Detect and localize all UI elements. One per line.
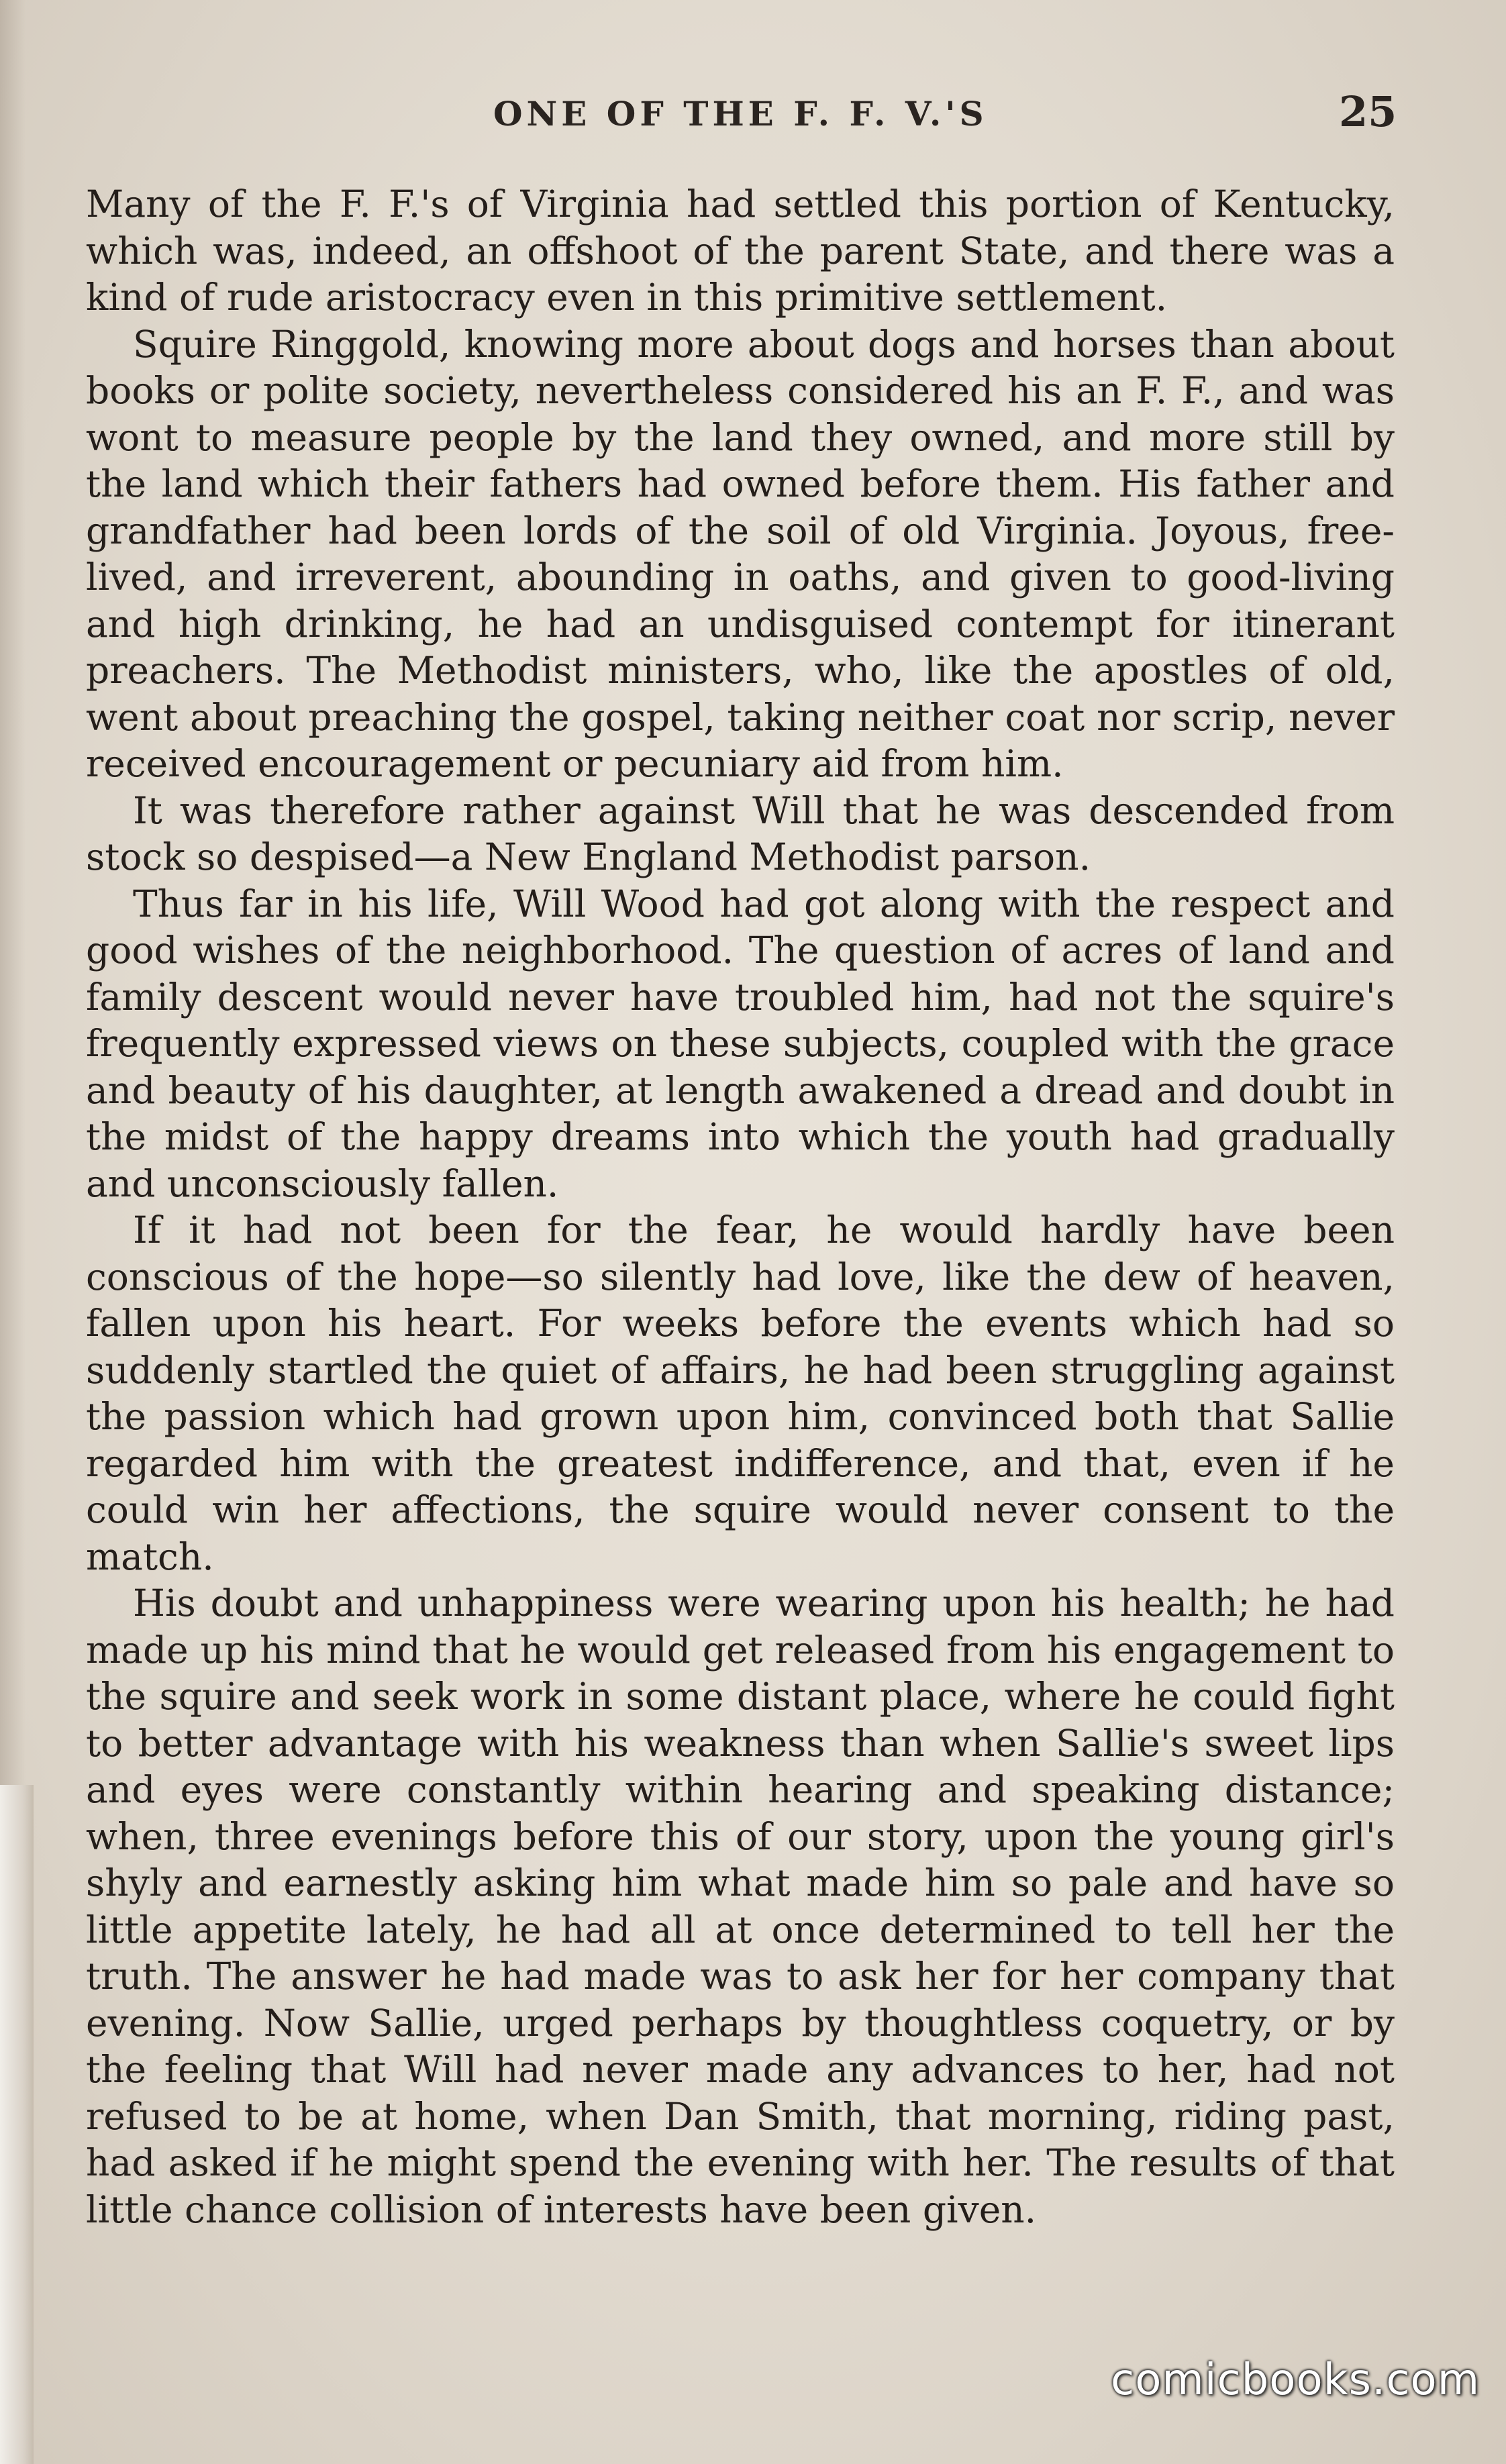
watermark: comicbooks.com — [1111, 2355, 1480, 2405]
paragraph-4: Thus far in his life, Will Wood had got along with the respect and good wishes of the neighborhood. The question of acres of land and family descent would never have troubled him, had not the squire's frequently expressed views on these subjects, coupled with the grace and beauty of his daughter, at length awakened a dread and doubt in the midst of the happy dreams into which the youth had gradually and unconsciously fallen. — [86, 882, 1395, 1205]
page-edge — [0, 1785, 34, 2464]
paragraph-5: If it had not been for the fear, he would hardly have been conscious of the hope—so silently had love, like the dew of heaven, fallen upon his heart. For weeks before the events which had so suddenly startled the quiet of affairs, he had been struggling against the passion which had grown upon him, convinced both that Sallie regarded him with the greatest indifference, and that, even if he could win her affections, the squire would never consent to the match. — [86, 1209, 1395, 1578]
paragraph-6: His doubt and unhappiness were wearing upon his health; he had made up his mind that he would get released from his engagement to the squire and seek work in some distant place, where he could fight to better advantage with his weakness than when Sallie's sweet lips and eyes were constantly within hearing and speaking distance; when, three evenings before this of our story, upon the young girl's shyly and earnestly asking him what made him so pale and have so little appetite lately, he had all at once determined to tell her the truth. The answer he had made was to ask her for her company that evening. Now Sallie, urged perhaps by thoughtless coquetry, or by the feeling that Will had never made any advances to her, had not refused to be at home, when Dan Smith, that morning, riding past, had asked if he might spend the evening with her. The results of that little chance collision of interests have been given. — [86, 1582, 1395, 2231]
paragraph-3: It was therefore rather against Will that he was descended from stock so despised—a New England Methodist parson. — [86, 788, 1395, 878]
body-text — [86, 181, 1395, 2233]
page-number: 25 — [1339, 87, 1397, 136]
paragraph-1: Many of the F. F.'s of Virginia had settled this portion of Kentucky, which was, indeed, an offshoot of the parent State, and there was a kind of rude aristocracy even in this primitive settlement. — [86, 183, 1395, 319]
running-head: ONE OF THE F. F. V.'S — [493, 94, 988, 134]
page-header — [0, 87, 1506, 148]
paragraph-2: Squire Ringgold, knowing more about dogs and horses than about books or polite society, nevertheless considered his an F. F., and was wont to measure people by the land they owned, and more still by the land which their fathers had owned before them. His father and grandfather had been lords of the soil of old Virginia. Joyous, free-lived, and irreverent, abounding in oaths, and given to good-living and high drinking, he had an undisguised contempt for itinerant preachers. The Methodist ministers, who, like the apostles of old, went about preaching the gospel, taking neither coat nor scrip, never received encouragement or pecuniary aid from him. — [86, 322, 1395, 785]
